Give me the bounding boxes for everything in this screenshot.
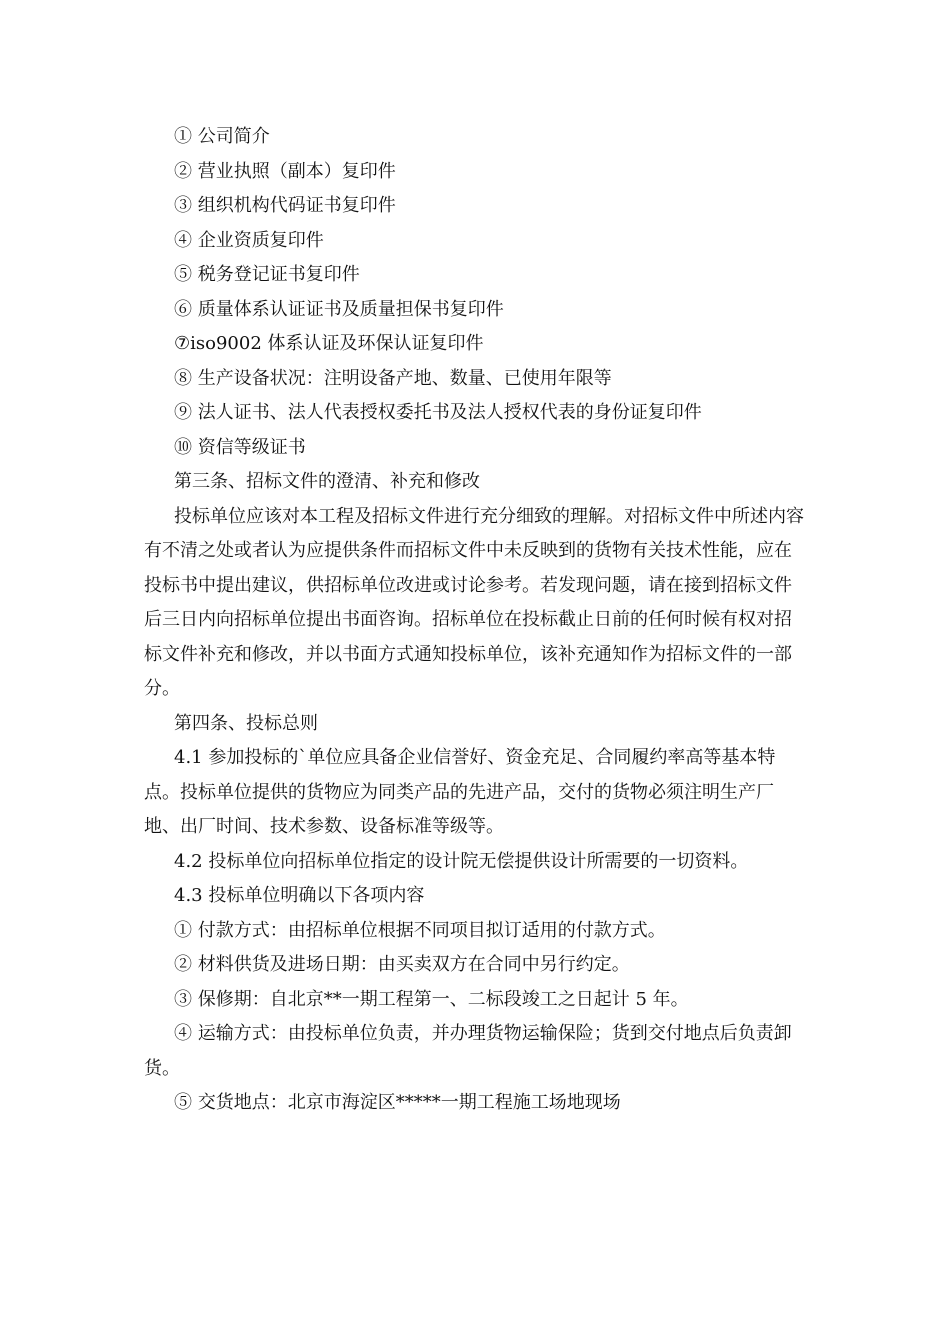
list-item-transport: ④ 运输方式：由投标单位负责，并办理货物运输保险；货到交付地点后负责卸货。: [144, 1023, 792, 1079]
list-item-org-code: ③ 组织机构代码证书复印件: [174, 195, 396, 216]
list-item-payment: ① 付款方式：由招标单位根据不同项目拟订适用的付款方式。: [174, 919, 666, 941]
list-item-business-license: ② 营业执照（副本）复印件: [174, 160, 396, 182]
article4-heading: 第四条、投标总则: [174, 712, 318, 734]
list-item-company-profile: ① 公司简介: [174, 126, 270, 147]
article3-paragraph: 投标单位应该对本工程及招标文件进行充分细致的理解。对招标文件中所述内容有不清之处或者认为应提供条件而招标文件中未反映到的货物有关技术性能，应在投标书中提出建议，供招标单位改进或讨论参考。若发现问题，请在接到招标文件后三日内向招标单位提出书面咨询。招标单位在投标截止日前的任何时候有权对招标文件补充和修改，并以书面方式通知投标单位，该补充通知作为招标文件的一部分。: [144, 505, 804, 699]
list-item-qualification: ④ 企业资质复印件: [174, 229, 324, 251]
list-item-warranty: ③ 保修期：自北京**一期工程第一、二标段竣工之日起计 5 年。: [174, 988, 689, 1010]
clause-4-3: 4.3 投标单位明确以下各项内容: [174, 885, 425, 906]
document-body: [144, 120, 804, 1121]
article3-heading: 第三条、招标文件的澄清、补充和修改: [174, 471, 480, 492]
list-item-quality-system: ⑥ 质量体系认证证书及质量担保书复印件: [174, 298, 504, 320]
list-item-tax-registration: ⑤ 税务登记证书复印件: [174, 264, 360, 285]
list-item-equipment: ⑧ 生产设备状况：注明设备产地、数量、已使用年限等: [174, 367, 612, 389]
clause-4-1: 4.1 参加投标的`单位应具备企业信誉好、资金充足、合同履约率高等基本特点。投标单位提供的货物应为同类产品的先进产品，交付的货物必须注明生产厂地、出厂时间、技术参数、设备标准等级等。: [144, 747, 776, 837]
list-item-delivery-place: ⑤ 交货地点：北京市海淀区*****一期工程施工场地现场: [174, 1092, 621, 1113]
list-item-supply-date: ② 材料供货及进场日期：由买卖双方在合同中另行约定。: [174, 954, 630, 975]
list-item-iso9002: ⑦iso9002 体系认证及环保认证复印件: [174, 333, 484, 354]
list-item-legal-person: ⑨ 法人证书、法人代表授权委托书及法人授权代表的身份证复印件: [174, 402, 702, 423]
clause-4-2: 4.2 投标单位向招标单位指定的设计院无偿提供设计所需要的一切资料。: [174, 850, 749, 872]
list-item-credit-rating: ⑩ 资信等级证书: [174, 436, 306, 458]
